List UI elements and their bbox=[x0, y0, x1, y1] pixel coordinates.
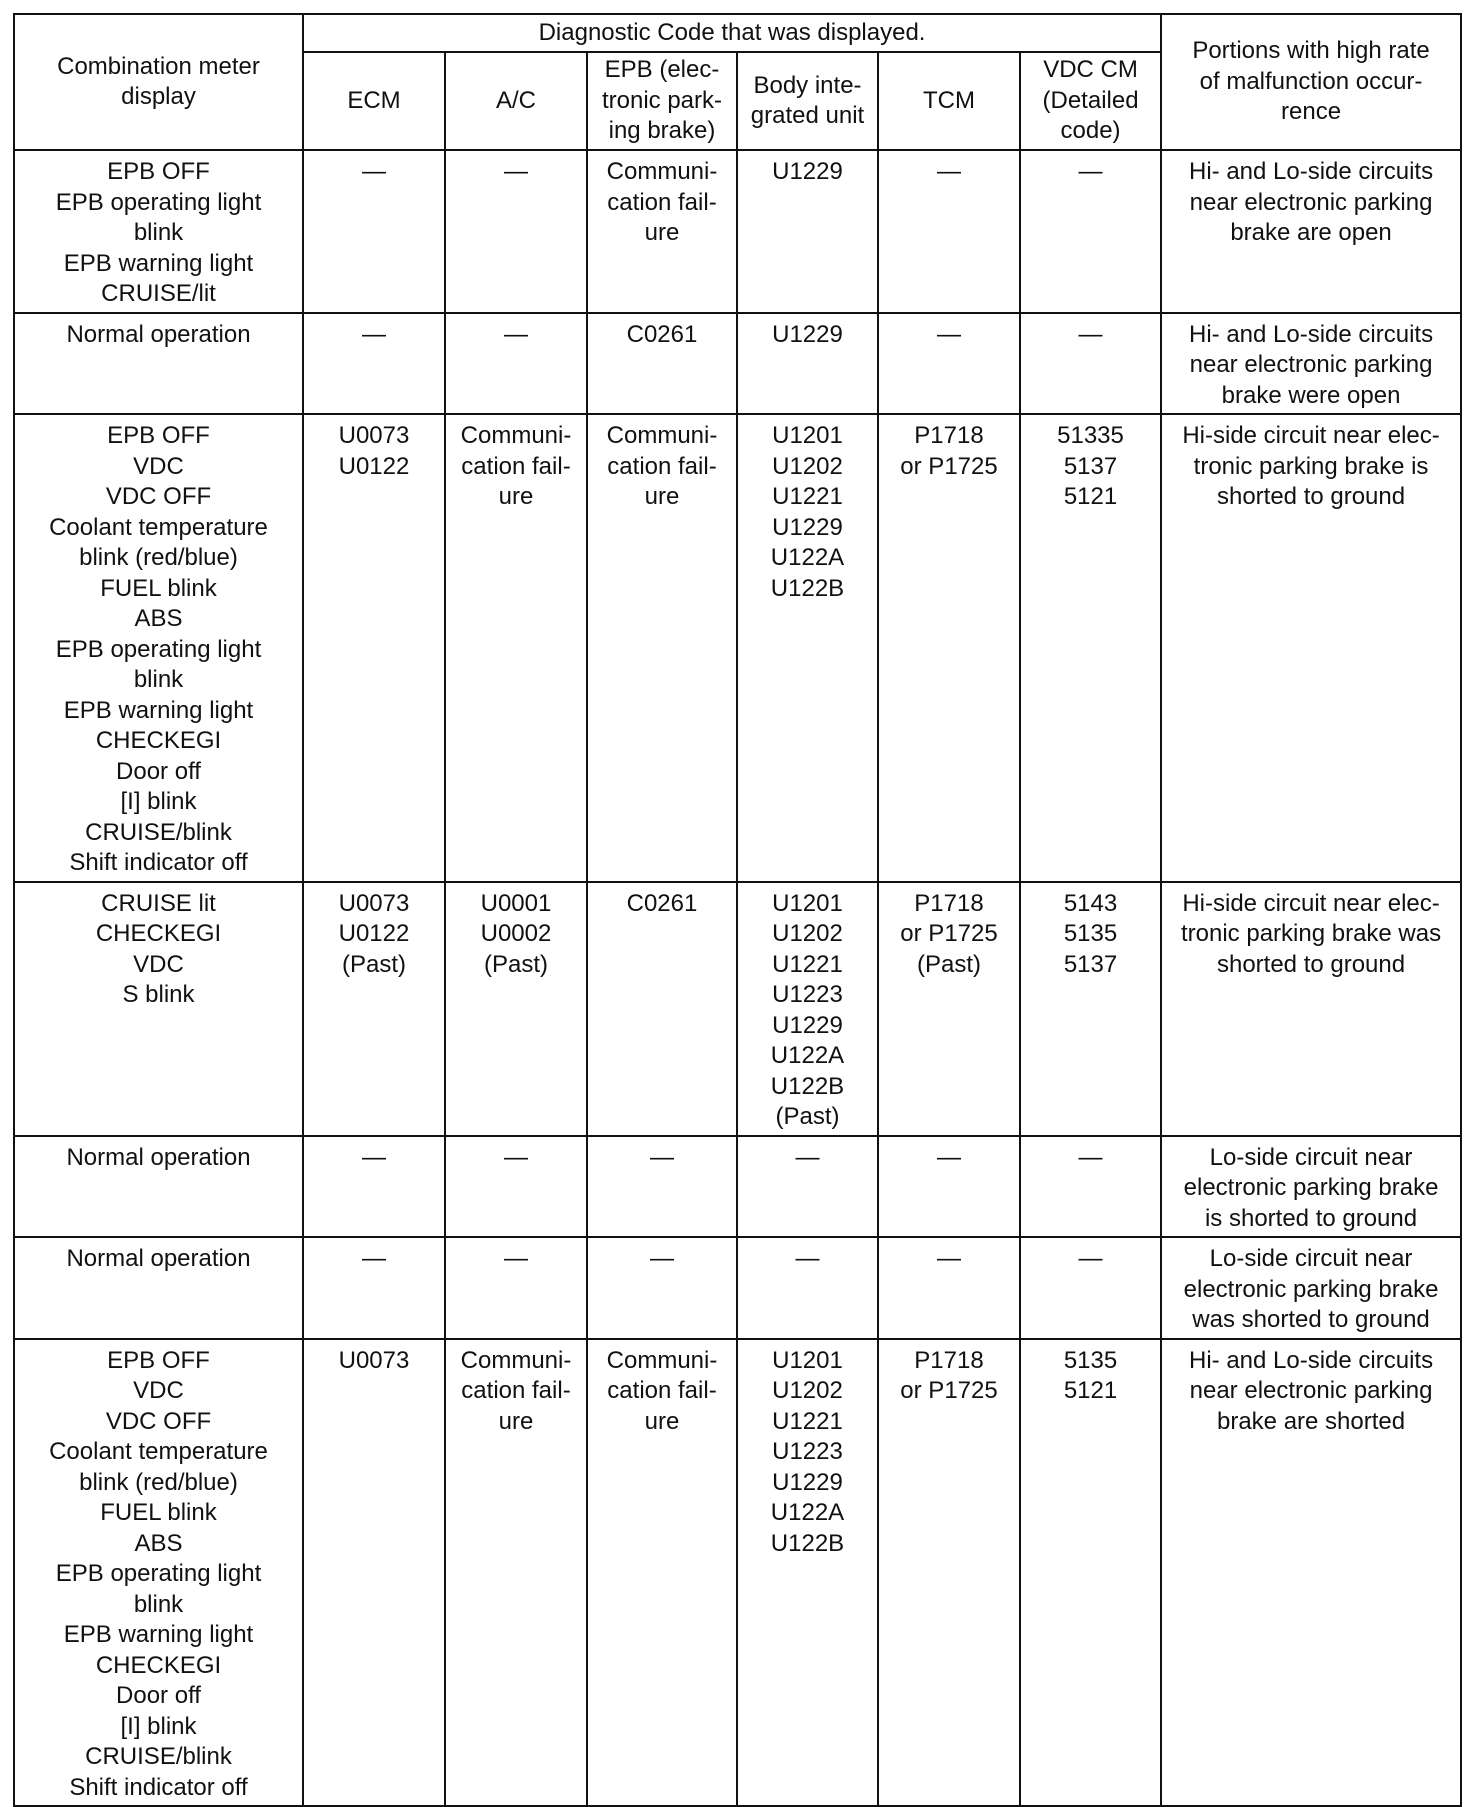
body-integrated-unit-cell bbox=[737, 313, 878, 415]
cell-line: — bbox=[937, 1245, 961, 1272]
cell-line: blink bbox=[133, 219, 184, 246]
cell-line: — bbox=[504, 1245, 528, 1272]
cell-line: (Past) bbox=[483, 950, 548, 978]
cell-line: FUEL blink bbox=[100, 1499, 217, 1526]
cell-line: [I] blink bbox=[120, 788, 197, 815]
cell-line: 5137 bbox=[1063, 950, 1118, 978]
cell-line: Communi- bbox=[606, 158, 718, 185]
cell-line: U122A bbox=[770, 1499, 845, 1526]
cell-line: Shift indicator off bbox=[69, 849, 248, 876]
cell-line: rence bbox=[1281, 98, 1342, 126]
cell-line: — bbox=[795, 1143, 820, 1171]
epb-cell bbox=[587, 313, 737, 415]
cell-line: CHECKEGI bbox=[95, 1651, 222, 1679]
cell-line: brake were open bbox=[1221, 381, 1401, 409]
cell-line: CRUISE lit bbox=[101, 889, 216, 917]
cell-line: U1221 bbox=[772, 1407, 843, 1435]
cell-line: CRUISE/blink bbox=[85, 818, 232, 846]
cell-line: tronic parking brake was bbox=[1180, 920, 1442, 947]
ecm-cell bbox=[303, 1339, 445, 1807]
cell-line: cation fail- bbox=[461, 452, 571, 480]
cell-line: U0122 bbox=[338, 920, 410, 947]
vdc-cm-cell bbox=[1020, 1339, 1161, 1807]
cell-line: tronic parking brake is bbox=[1193, 452, 1429, 480]
cell-line: cation fail- bbox=[607, 452, 717, 480]
cell-line: shorted to ground bbox=[1216, 483, 1406, 510]
meter-display-cell bbox=[14, 150, 303, 313]
cell-line: VDC bbox=[133, 452, 184, 480]
cell-line: U1229 bbox=[772, 513, 843, 541]
epb-cell bbox=[587, 882, 737, 1136]
cell-line: EPB warning light bbox=[63, 1621, 254, 1648]
cell-line: TCM bbox=[923, 86, 975, 114]
cell-line: blink (red/blue) bbox=[79, 544, 238, 571]
ecm-cell bbox=[303, 313, 445, 415]
cell-line: 5137 bbox=[1063, 452, 1118, 480]
epb-cell bbox=[587, 1136, 737, 1238]
body-integrated-unit-cell bbox=[737, 1237, 878, 1339]
ac-cell bbox=[445, 1237, 587, 1339]
cell-line: ABS bbox=[134, 1529, 183, 1557]
header-body-integrated-unit bbox=[737, 52, 878, 150]
tcm-cell bbox=[878, 1136, 1020, 1238]
cell-line: U0002 bbox=[480, 920, 552, 947]
cell-line: U122A bbox=[770, 1042, 845, 1069]
cell-line: — bbox=[362, 320, 386, 348]
cell-line: ing brake) bbox=[608, 117, 716, 145]
epb-cell bbox=[587, 414, 737, 882]
cell-line: Communi- bbox=[606, 1346, 718, 1374]
cell-line: Hi- and Lo-side circuits bbox=[1189, 320, 1434, 348]
table-row bbox=[14, 313, 1461, 415]
meter-display-cell bbox=[14, 313, 303, 415]
cell-line: Communi- bbox=[460, 422, 572, 449]
tcm-cell bbox=[878, 882, 1020, 1136]
header-diagnostic-code-group: Diagnostic Code that was displayed. bbox=[303, 14, 1161, 52]
cell-line: Communi- bbox=[460, 1346, 572, 1374]
body-integrated-unit-cell bbox=[737, 1339, 878, 1807]
cell-line: U1229 bbox=[772, 320, 843, 348]
ecm-cell bbox=[303, 150, 445, 313]
ac-cell bbox=[445, 150, 587, 313]
cell-line: CHECKEGI bbox=[95, 727, 222, 754]
cell-line: near electronic parking bbox=[1189, 351, 1433, 378]
cell-line: — bbox=[650, 1245, 674, 1272]
cell-line: U1202 bbox=[772, 452, 843, 480]
vdc-cm-cell bbox=[1020, 414, 1161, 882]
cell-line: blink bbox=[133, 1590, 184, 1618]
cell-line: CHECKEGI bbox=[95, 920, 222, 947]
meter-display-cell bbox=[14, 1339, 303, 1807]
body-integrated-unit-cell bbox=[737, 882, 878, 1136]
cell-line: Shift indicator off bbox=[69, 1773, 248, 1801]
cell-line: Hi- and Lo-side circuits bbox=[1189, 158, 1434, 185]
cell-line: U122B bbox=[770, 1529, 845, 1557]
cell-line: (Detailed bbox=[1042, 86, 1139, 114]
cell-line: cation fail- bbox=[607, 1377, 717, 1404]
cell-line: ure bbox=[644, 483, 680, 510]
cell-line: (Past) bbox=[341, 950, 406, 978]
header-epb bbox=[587, 52, 737, 150]
cell-line: Coolant temperature bbox=[49, 1438, 268, 1465]
cell-line: FUEL blink bbox=[100, 574, 217, 602]
malfunction-portion-cell bbox=[1161, 313, 1461, 415]
cell-line: ABS bbox=[134, 605, 183, 632]
malfunction-portion-cell bbox=[1161, 1237, 1461, 1339]
table-row bbox=[14, 150, 1461, 313]
cell-line: VDC OFF bbox=[105, 483, 212, 510]
diagnostic-code-table bbox=[13, 13, 1462, 1807]
cell-line: EPB operating light bbox=[55, 188, 262, 216]
cell-line: electronic parking brake bbox=[1183, 1174, 1439, 1201]
cell-line: EPB operating light bbox=[55, 1560, 262, 1587]
cell-line: EPB OFF bbox=[107, 422, 210, 449]
cell-line: U122A bbox=[770, 544, 845, 571]
ecm-cell bbox=[303, 1237, 445, 1339]
cell-line: A/C bbox=[495, 86, 536, 114]
cell-line: — bbox=[504, 1143, 528, 1171]
ac-cell bbox=[445, 882, 587, 1136]
vdc-cm-cell bbox=[1020, 1136, 1161, 1238]
cell-line: 5143 bbox=[1063, 889, 1118, 917]
cell-line: U1201 bbox=[772, 889, 843, 917]
cell-line: blink bbox=[133, 666, 184, 693]
cell-line: cation fail- bbox=[607, 188, 717, 216]
meter-display-cell bbox=[14, 1136, 303, 1238]
cell-line: 5135 bbox=[1063, 920, 1118, 947]
cell-line: U1201 bbox=[772, 1346, 843, 1374]
cell-line: U1223 bbox=[772, 981, 843, 1008]
meter-display-cell bbox=[14, 882, 303, 1136]
cell-line: U1221 bbox=[772, 950, 843, 978]
cell-line: ure bbox=[498, 483, 534, 510]
table-row bbox=[14, 414, 1461, 882]
tcm-cell bbox=[878, 1237, 1020, 1339]
ac-cell bbox=[445, 414, 587, 882]
ac-cell bbox=[445, 1136, 587, 1238]
cell-line: EPB (elec- bbox=[604, 56, 720, 84]
epb-cell bbox=[587, 150, 737, 313]
header-combination-meter-display bbox=[14, 14, 303, 150]
cell-line: U122B bbox=[770, 574, 845, 602]
cell-line: is shorted to ground bbox=[1204, 1204, 1418, 1232]
cell-line: tronic park- bbox=[601, 86, 723, 114]
cell-line: Coolant temperature bbox=[49, 513, 268, 541]
cell-line: Lo-side circuit near bbox=[1209, 1143, 1413, 1171]
cell-line: — bbox=[1078, 158, 1103, 185]
cell-line: S blink bbox=[122, 981, 195, 1008]
cell-line: (Past) bbox=[916, 950, 981, 978]
malfunction-portion-cell bbox=[1161, 1136, 1461, 1238]
body-integrated-unit-cell bbox=[737, 150, 878, 313]
cell-line: — bbox=[504, 158, 528, 185]
cell-line: of malfunction occur- bbox=[1199, 67, 1423, 95]
cell-line: brake are shorted bbox=[1216, 1407, 1406, 1435]
cell-line: display bbox=[121, 83, 196, 110]
cell-line: 51335 bbox=[1057, 422, 1124, 449]
cell-line: ure bbox=[644, 219, 680, 246]
cell-line: (Past) bbox=[775, 1103, 840, 1130]
cell-line: U1201 bbox=[772, 422, 843, 449]
cell-line: — bbox=[1078, 1245, 1103, 1272]
cell-line: U1202 bbox=[772, 1377, 843, 1404]
table-row bbox=[14, 1339, 1461, 1807]
cell-line: near electronic parking bbox=[1189, 188, 1433, 216]
tcm-cell bbox=[878, 1339, 1020, 1807]
cell-line: P1718 bbox=[914, 1346, 984, 1374]
cell-line: electronic parking brake bbox=[1183, 1275, 1439, 1303]
table-row bbox=[14, 1136, 1461, 1238]
cell-line: EPB warning light bbox=[63, 249, 254, 277]
cell-line: CRUISE/blink bbox=[85, 1743, 232, 1770]
cell-line: 5121 bbox=[1063, 1377, 1118, 1404]
vdc-cm-cell bbox=[1020, 882, 1161, 1136]
cell-line: U1223 bbox=[772, 1438, 843, 1465]
cell-line: — bbox=[504, 320, 528, 348]
cell-line: U122B bbox=[770, 1072, 845, 1100]
cell-line: grated unit bbox=[750, 102, 865, 129]
meter-display-cell bbox=[14, 1237, 303, 1339]
cell-line: U0073 bbox=[338, 1346, 410, 1374]
cell-line: Combination meter bbox=[57, 52, 260, 80]
cell-line: Normal operation bbox=[66, 1245, 251, 1272]
cell-line: cation fail- bbox=[461, 1377, 571, 1404]
cell-line: Hi-side circuit near elec- bbox=[1182, 889, 1440, 917]
cell-line: U0122 bbox=[338, 452, 410, 480]
cell-line: — bbox=[937, 1143, 961, 1171]
epb-cell bbox=[587, 1237, 737, 1339]
cell-line: ure bbox=[498, 1407, 534, 1435]
cell-line: U1221 bbox=[772, 483, 843, 510]
ecm-cell bbox=[303, 1136, 445, 1238]
table-body bbox=[14, 150, 1461, 1806]
cell-line: was shorted to ground bbox=[1192, 1306, 1430, 1333]
cell-line: Portions with high rate bbox=[1192, 37, 1430, 65]
cell-line: — bbox=[650, 1143, 674, 1171]
cell-line: — bbox=[362, 1143, 386, 1171]
cell-line: U1229 bbox=[772, 1468, 843, 1496]
malfunction-portion-cell bbox=[1161, 1339, 1461, 1807]
vdc-cm-cell bbox=[1020, 150, 1161, 313]
cell-line: P1718 bbox=[914, 889, 984, 917]
cell-line: U0073 bbox=[338, 889, 410, 917]
tcm-cell bbox=[878, 414, 1020, 882]
cell-line: Normal operation bbox=[66, 1143, 251, 1171]
cell-line: — bbox=[362, 158, 386, 185]
cell-line: — bbox=[937, 320, 961, 348]
cell-line: — bbox=[1078, 1143, 1103, 1171]
malfunction-portion-cell bbox=[1161, 414, 1461, 882]
cell-line: or P1725 bbox=[900, 920, 998, 947]
tcm-cell bbox=[878, 313, 1020, 415]
cell-line: 5121 bbox=[1063, 483, 1118, 510]
cell-line: U1229 bbox=[772, 158, 843, 185]
table-row bbox=[14, 1237, 1461, 1339]
cell-line: VDC OFF bbox=[105, 1407, 212, 1435]
cell-line: [I] blink bbox=[120, 1712, 197, 1740]
ecm-cell bbox=[303, 882, 445, 1136]
cell-line: C0261 bbox=[626, 320, 698, 348]
ac-cell bbox=[445, 1339, 587, 1807]
cell-line: VDC CM bbox=[1043, 56, 1138, 84]
malfunction-portion-cell bbox=[1161, 150, 1461, 313]
cell-line: VDC bbox=[133, 1377, 184, 1404]
cell-line: shorted to ground bbox=[1216, 950, 1406, 978]
cell-line: CRUISE/lit bbox=[101, 280, 216, 307]
ac-cell bbox=[445, 313, 587, 415]
vdc-cm-cell bbox=[1020, 313, 1161, 415]
cell-line: code) bbox=[1060, 117, 1121, 145]
cell-line: Normal operation bbox=[66, 320, 251, 348]
cell-line: Body inte- bbox=[753, 71, 862, 99]
cell-line: Hi-side circuit near elec- bbox=[1182, 422, 1440, 449]
cell-line: Communi- bbox=[606, 422, 718, 449]
cell-line: 5135 bbox=[1063, 1346, 1118, 1374]
cell-line: U0073 bbox=[338, 422, 410, 449]
header-tcm bbox=[878, 52, 1020, 150]
vdc-cm-cell bbox=[1020, 1237, 1161, 1339]
cell-line: U1229 bbox=[772, 1011, 843, 1039]
cell-line: Door off bbox=[116, 1682, 201, 1709]
cell-line: or P1725 bbox=[900, 1377, 998, 1404]
body-integrated-unit-cell bbox=[737, 1136, 878, 1238]
cell-line: Door off bbox=[116, 757, 201, 785]
table-row bbox=[14, 882, 1461, 1136]
cell-line: Hi- and Lo-side circuits bbox=[1189, 1346, 1434, 1374]
cell-line: ECM bbox=[347, 86, 401, 114]
cell-line: near electronic parking bbox=[1189, 1377, 1433, 1404]
body-integrated-unit-cell bbox=[737, 414, 878, 882]
cell-line: ure bbox=[644, 1407, 680, 1435]
tcm-cell bbox=[878, 150, 1020, 313]
meter-display-cell bbox=[14, 414, 303, 882]
cell-line: EPB OFF bbox=[107, 158, 210, 185]
cell-line: — bbox=[937, 158, 961, 185]
cell-line: Lo-side circuit near bbox=[1209, 1245, 1413, 1272]
cell-line: EPB warning light bbox=[63, 696, 254, 724]
header-ecm bbox=[303, 52, 445, 150]
malfunction-portion-cell bbox=[1161, 882, 1461, 1136]
header-vdc-cm bbox=[1020, 52, 1161, 150]
ecm-cell bbox=[303, 414, 445, 882]
cell-line: blink (red/blue) bbox=[79, 1468, 238, 1496]
cell-line: — bbox=[795, 1245, 820, 1272]
cell-line: or P1725 bbox=[900, 452, 998, 480]
header-ac bbox=[445, 52, 587, 150]
cell-line: EPB operating light bbox=[55, 635, 262, 663]
cell-line: P1718 bbox=[914, 422, 984, 449]
cell-line: brake are open bbox=[1230, 219, 1392, 246]
epb-cell bbox=[587, 1339, 737, 1807]
header-malfunction-portions bbox=[1161, 14, 1461, 150]
cell-line: U0001 bbox=[480, 889, 552, 917]
cell-line: C0261 bbox=[626, 889, 698, 917]
cell-line: VDC bbox=[133, 950, 184, 978]
cell-line: — bbox=[362, 1245, 386, 1272]
cell-line: — bbox=[1078, 320, 1103, 348]
cell-line: U1202 bbox=[772, 920, 843, 947]
cell-line: EPB OFF bbox=[107, 1346, 210, 1374]
